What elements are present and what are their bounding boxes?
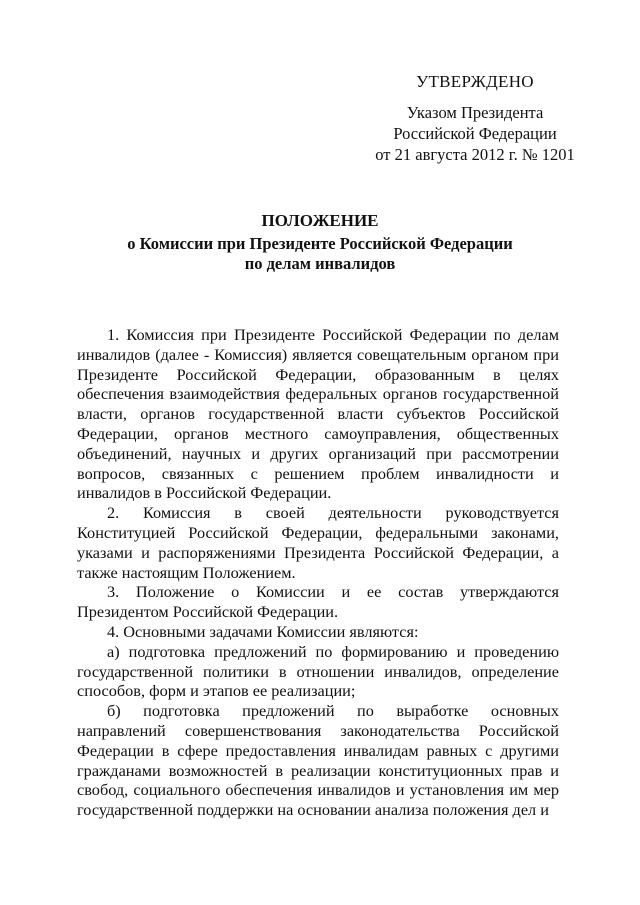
paragraph-3: 3. Положение о Комиссии и ее состав утверждаются Президентом Российской Федерации.	[77, 582, 559, 622]
paragraph-4: 4. Основными задачами Комиссии являются:	[107, 621, 419, 641]
paragraph-4b: б) подготовка предложений по выработке основных направлений совершенствования законодательства Российской Федерации в сфере предоставления инвалидам равных с другими гражданами возможностей в реализации конституционных прав и свобод, социального обеспечения инвалидов и установления им мер государственной поддержки на основании анализа положения дел и	[77, 701, 559, 820]
paragraph-4a: а) подготовка предложений по формированию и проведению государственной политики в отношении инвалидов, определение способов, форм и этапов ее реализации;	[77, 641, 559, 701]
approval-line-1: Указом Президента	[406, 103, 544, 122]
approval-line-2: Российской Федерации	[393, 124, 557, 143]
paragraph-1: 1. Комиссия при Президенте Российской Федерации по делам инвалидов (далее - Комиссия) является совещательным органом при Президенте Российской Федерации, образованным в целях обеспечения взаимодействия федеральных органов государственной власти, органов государственной власти субъектов Российской Федерации, органов местного самоуправления, общественных объединений, научных и других организаций при рассмотрении вопросов, связанных с решением проблем инвалидности и инвалидов в Российской Федерации.	[77, 325, 559, 503]
document-title	[70, 211, 570, 274]
title-line-2: по делам инвалидов	[244, 254, 396, 273]
title-line-1: о Комиссии при Президенте Российской Федерации	[127, 234, 513, 253]
approval-heading: УТВЕРЖДЕНО	[416, 72, 534, 91]
paragraph-2: 2. Комиссия в своей деятельности руководствуется Конституцией Российской Федерации, федеральными законами, указами и распоряжениями Президента Российской Федерации, а также настоящим Положением.	[77, 503, 559, 582]
approval-stamp	[360, 71, 590, 165]
approval-line-3: от 21 августа 2012 г. № 1201	[375, 145, 575, 164]
document-body	[77, 325, 559, 820]
title-main: ПОЛОЖЕНИЕ	[261, 211, 379, 230]
